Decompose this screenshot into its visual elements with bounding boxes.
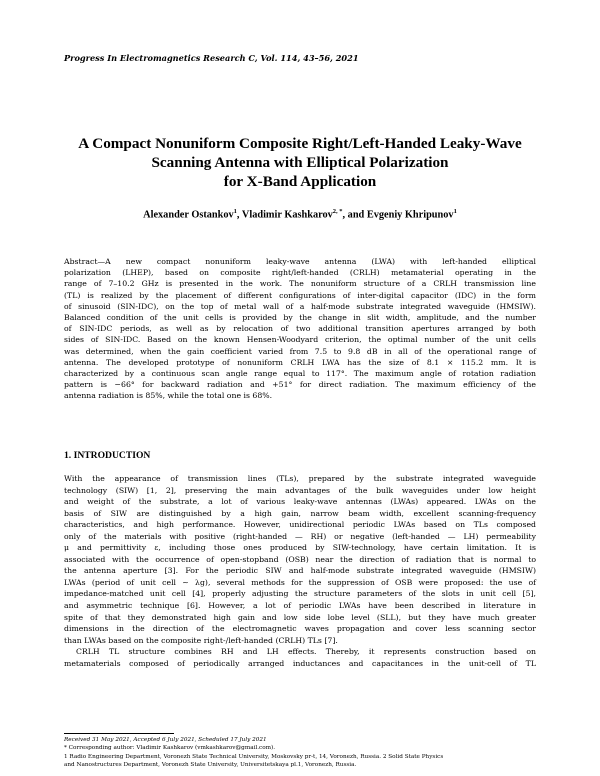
abstract-line: characterized by a continuous scan angle range equal to 117°. The maximum angle of rotation radiation: [64, 369, 536, 379]
body-line: associated with the occurrence of open-stopband (OSB) near the direction of radiation that is normal to: [64, 554, 536, 564]
body-line: dimensions in the direction of the electromagnetic waves propagation and cover less scanning sector: [64, 624, 536, 634]
abstract-line: polarization (LHEP), based on composite right/left-handed (CRLH) metamaterial operating in the: [64, 268, 536, 278]
body-line: metamaterials composed of periodically arranged inductances and capacitances in the unit-cell of TL: [64, 658, 536, 668]
abstract-line: Abstract—A new compact nonuniform leaky-wave antenna (LWA) with left-handed elliptical: [64, 257, 536, 266]
body-line: CRLH TL structure combines RH and LH effects. Thereby, it represents construction based on: [76, 647, 536, 657]
body-line: basis of SIW are distinguished by a high gain, narrow beam width, excellent scanning-frequency: [64, 508, 536, 518]
abstract-line: of SIN-IDC periods, as well as by relocation of two additional transition apertures arranged by both: [64, 324, 536, 334]
body-line: μ and permittivity ε, including those ones produced by SIW-technology, have certain limitation. It is: [64, 543, 536, 553]
abstract: [64, 256, 536, 402]
abstract-line: sides of SIN-IDC. Based on the known Hensen-Woodyard criterion, the optimal number of the unit cells: [64, 335, 536, 345]
author-name: Vladimir Kashkarov: [241, 209, 333, 221]
body-line: the antenna aperture [3]. For the periodic SIW and half-mode substrate integrated waveguide (HMSIW): [64, 566, 536, 576]
author-affiliation-mark: 2, *: [332, 208, 343, 215]
abstract-line: of sinusoid (SIN-IDC), on the top of metal wall of a half-mode substrate integrated waveguide (HMSIW).: [64, 301, 536, 311]
corresponding-author: * Corresponding author: Vladimir Kashkarov (vmkashkarov@gmail.com).: [64, 745, 276, 752]
body-line: characteristics, and high performance. However, unidirectional periodic LWAs based on TLs composed: [64, 520, 536, 530]
section-heading: 1. INTRODUCTION: [64, 450, 151, 461]
journal-header: Progress In Electromagnetics Research C, Vol. 114, 43–56, 2021: [64, 53, 359, 63]
body-line: than LWAs based on the composite right-/left-handed (CRLH) TLs [7].: [64, 635, 338, 645]
author-affiliation-mark: 1: [233, 208, 237, 215]
affiliation-line: and Nanostructures Department, Voronezh State University, Universitetskaya pl.1, Voronezh, Russia.: [64, 761, 357, 768]
abstract-line: (TL) is realized by the placement of different configurations of inter-digital capacitor (IDC) in the form: [64, 290, 536, 300]
abstract-line: was determined, when the gain coefficient varied from 7.5 to 9.8 dB in all of the operational range of: [64, 346, 536, 356]
title-line: Scanning Antenna with Elliptical Polarization: [151, 154, 449, 171]
author-affiliation-mark: 1: [453, 208, 457, 215]
abstract-line: antenna radiation is 85%, while the total one is 68%.: [64, 391, 273, 401]
footnote-divider: [64, 733, 174, 734]
body-line: LWAs (period of unit cell ∼ λg), several methods for the suppression of OSB were proposed: the use of: [64, 577, 536, 587]
footnotes: [64, 736, 536, 769]
author-list: [40, 208, 560, 220]
abstract-line: pattern is −66° for backward radiation and +51° for direct radiation. The maximum efficiency of the: [64, 380, 536, 390]
author-name: Alexander Ostankov: [143, 209, 234, 221]
title-line: for X-Band Application: [223, 173, 377, 190]
abstract-line: range of 7–10.2 GHz is presented in the work. The nonuniform structure of a CRLH transmission line: [64, 279, 536, 289]
author-separator: , and: [342, 209, 367, 221]
body-line: and asymmetric technique [6]. However, a lot of periodic LWAs have been described in literature in: [64, 601, 536, 611]
affiliation-line: 1 Radio Engineering Department, Voronezh State Technical University, Moskovsky pr-t, 14, Voronezh, Russia. 2 Solid State Physics: [64, 753, 444, 760]
abstract-line: Balanced condition of the unit cells is provided by the change in slit width, amplitude, and the number: [64, 313, 536, 323]
body-line: spite of that they demonstrated high gain and low side lobe level (SLL), but they have much greater: [64, 612, 536, 622]
body-line: impedance-matched unit cell [4], properly adjusting the structure parameters of the slots in unit cell [5],: [64, 589, 536, 599]
body-line: only of the materials with positive (right-handed — RH) or negative (left-handed — LH) permeability: [64, 531, 536, 541]
body-line: and weight of the substrate, a lot of various leaky-wave antennas (LWAs) appeared. LWAs on the: [64, 497, 536, 507]
paper-title: [40, 134, 560, 191]
body-line: technology (SIW) [1, 2], preserving the main advantages of the bulk waveguides under low height: [64, 485, 536, 495]
author-separator: ,: [236, 209, 242, 221]
received-dates: Received 31 May 2021, Accepted 6 July 2021, Scheduled 17 July 2021: [64, 737, 267, 743]
author-name: Evgeniy Khripunov: [366, 209, 454, 221]
abstract-line: antenna. The developed prototype of nonuniform CRLH LWA has the size of 8.1 × 115.2 mm. It is: [64, 357, 536, 367]
body-line: With the appearance of transmission lines (TLs), prepared by the substrate integrated waveguide: [64, 474, 536, 483]
title-line: A Compact Nonuniform Composite Right/Left-Handed Leaky-Wave: [78, 135, 522, 152]
body-text: [64, 473, 536, 669]
